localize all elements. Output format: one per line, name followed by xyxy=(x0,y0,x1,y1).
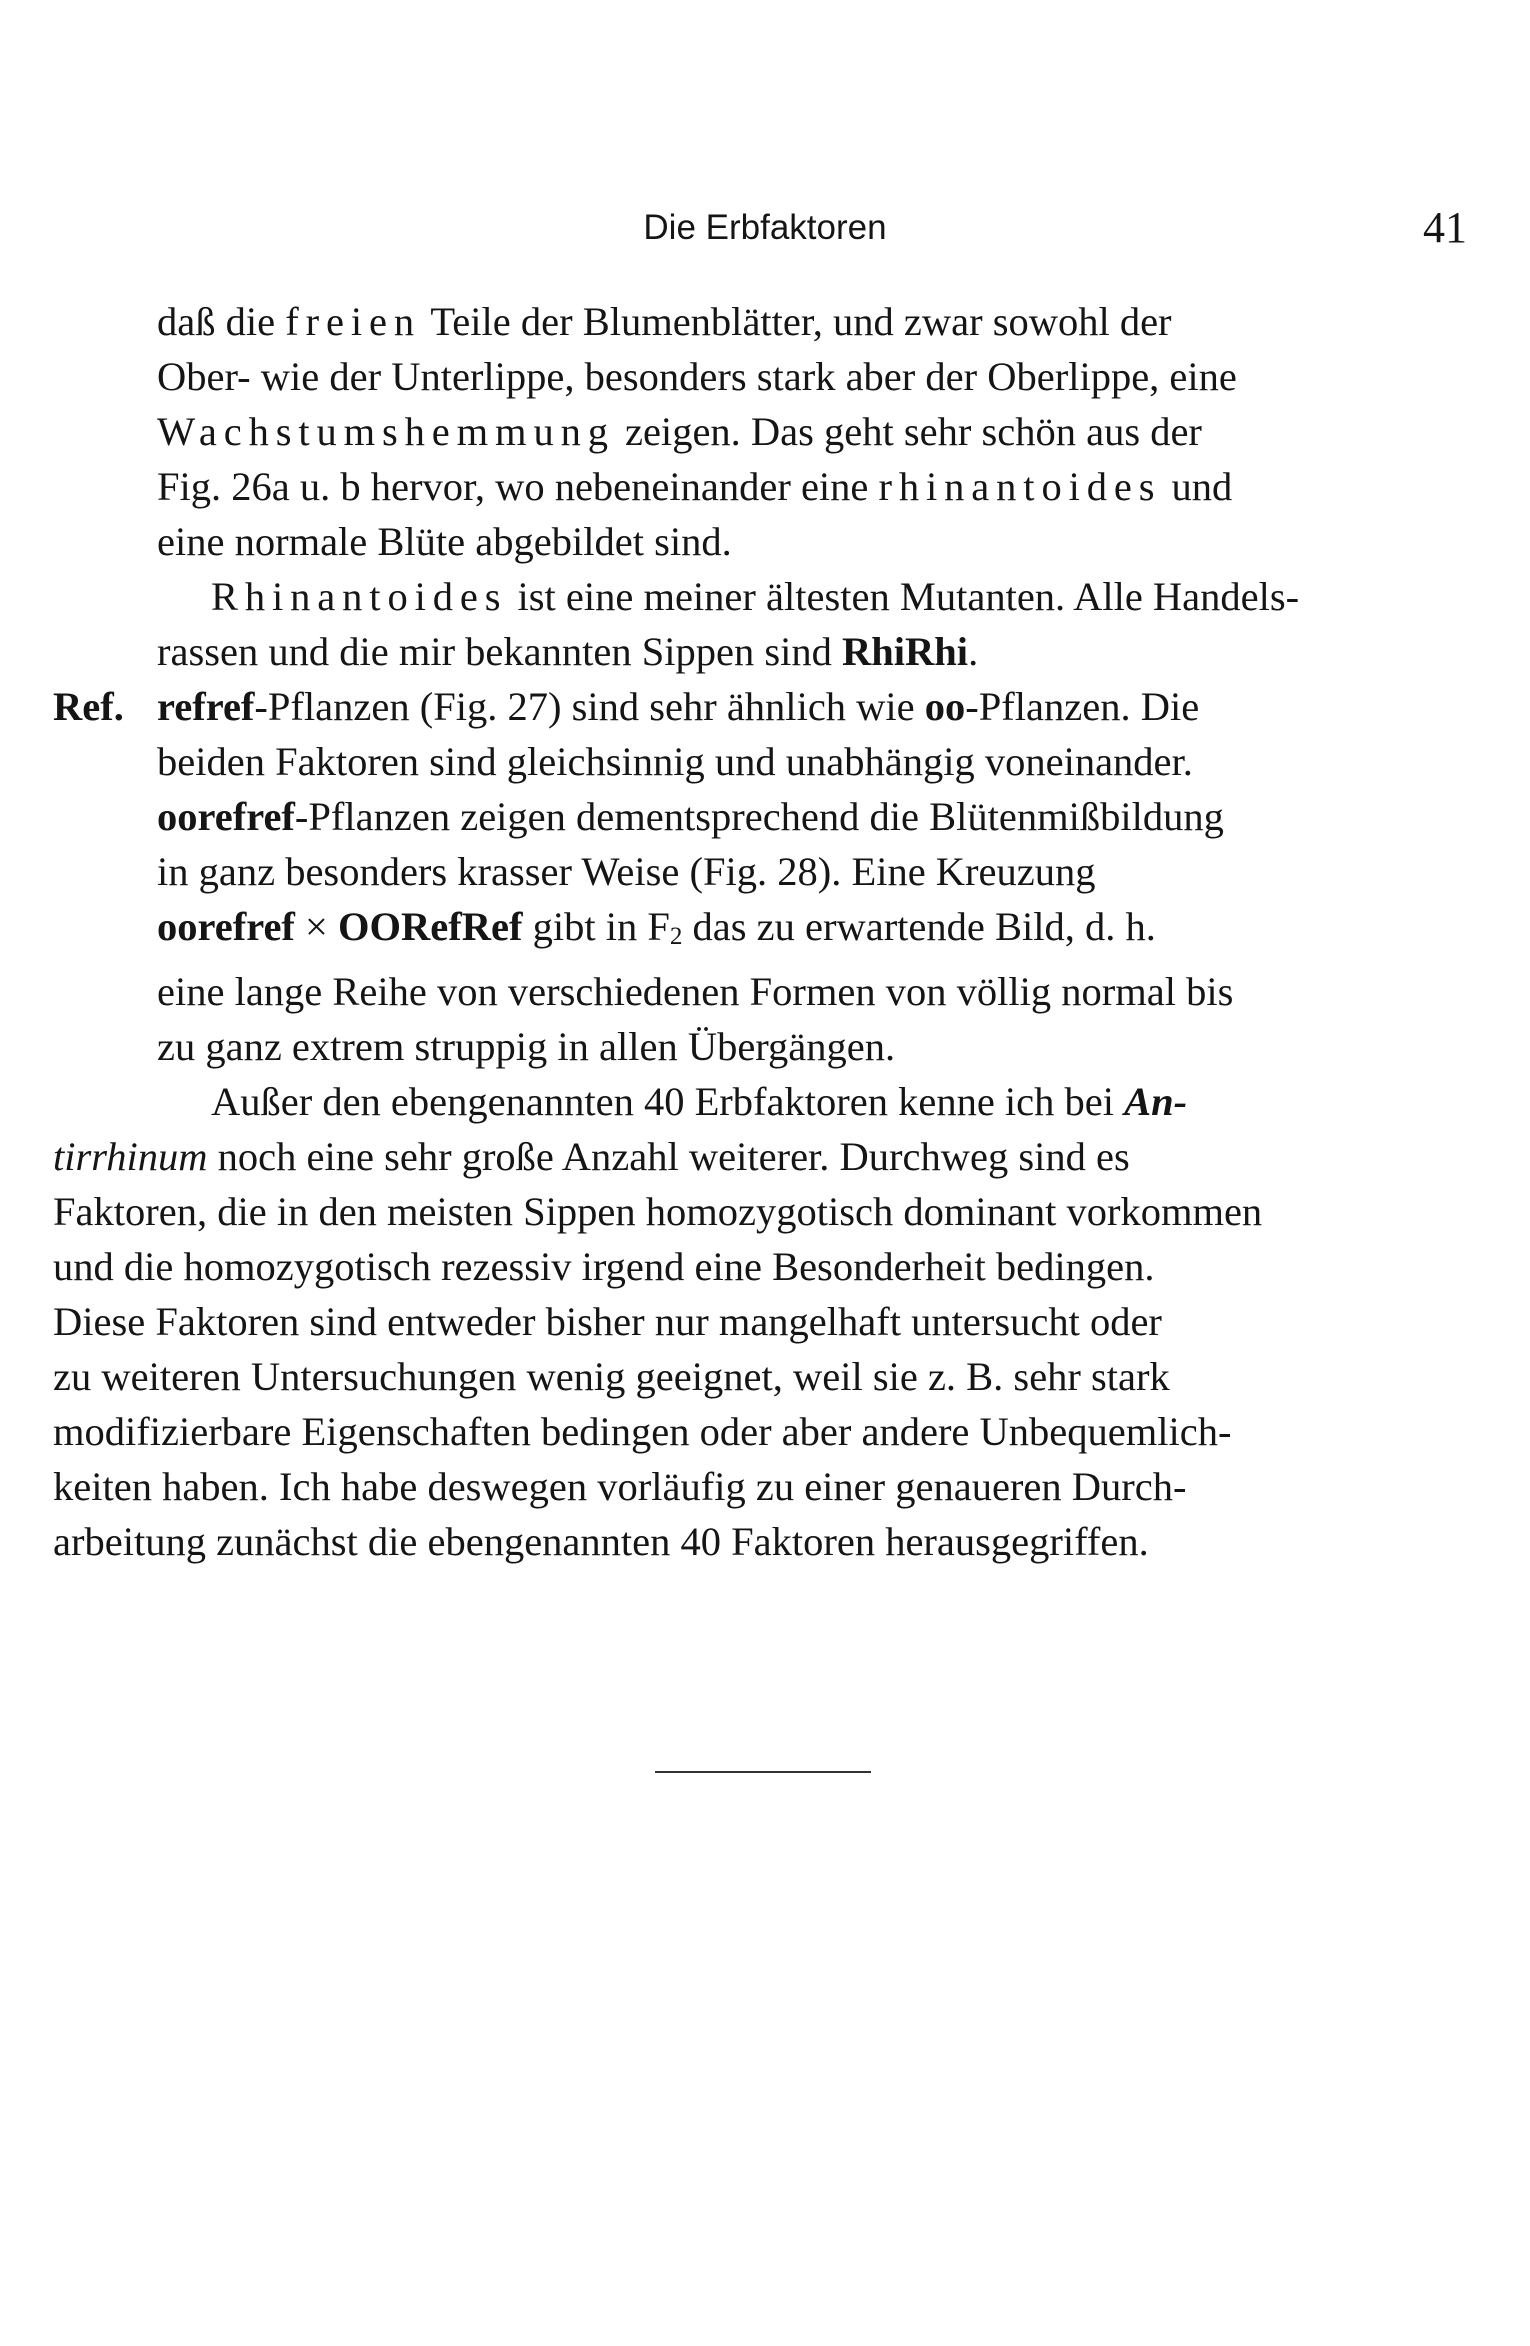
text-line: eine normale Blüte abgebildet sind. xyxy=(157,519,732,564)
text-line: eine lange Reihe von verschiedenen Formen von völlig normal bis xyxy=(157,968,1234,1014)
text-line: und die homozygotisch rezessiv irgend eine Besonderheit bedingen. xyxy=(53,1243,1155,1289)
page-number: 41 xyxy=(1423,203,1467,252)
text-line: Ober- wie der Unterlippe, besonders stark aber der Oberlippe, eine xyxy=(157,354,1237,399)
text-line: Faktoren, die in den meisten Sippen homozygotisch dominant vorkommen xyxy=(53,1188,1263,1234)
paragraph-3 xyxy=(53,679,1474,1074)
text-line: oorefref-Pflanzen zeigen dementsprechend die Blütenmißbildung xyxy=(157,794,1224,839)
page-header xyxy=(0,203,1530,268)
paragraph-1 xyxy=(157,294,1474,569)
text-line: zu weiteren Untersuchungen wenig geeignet, weil sie z. B. sehr stark xyxy=(53,1353,1170,1399)
text-line: Rhinantoides ist eine meiner ältesten Mutanten. Alle Handels- xyxy=(211,574,1300,619)
paragraph-2 xyxy=(157,569,1474,679)
running-title: Die Erbfaktoren xyxy=(643,208,887,247)
text-line: modifizierbare Eigenschaften bedingen oder aber andere Unbequemlich- xyxy=(53,1408,1232,1454)
margin-note: Ref. xyxy=(53,684,124,729)
text-line: Diese Faktoren sind entweder bisher nur mangelhaft untersucht oder xyxy=(53,1298,1162,1344)
text-line: Außer den ebengenannten 40 Erbfaktoren kenne ich bei An- xyxy=(211,1078,1188,1124)
section-end-rule xyxy=(655,1771,871,1773)
text-line: tirrhinum noch eine sehr große Anzahl weiterer. Durchweg sind es xyxy=(53,1133,1130,1179)
text-line: Ref. refref-Pflanzen (Fig. 27) sind sehr ähnlich wie oo-Pflanzen. Die xyxy=(53,679,1474,734)
text-line: in ganz besonders krasser Weise (Fig. 28). Eine Kreuzung xyxy=(157,849,1096,894)
text-line: beiden Faktoren sind gleichsinnig und unabhängig voneinander. xyxy=(157,739,1193,784)
text-line: keiten haben. Ich habe deswegen vorläufig zu einer genaueren Durch- xyxy=(53,1463,1187,1509)
text-line: arbeitung zunächst die ebengenannten 40 Faktoren herausgegriffen. xyxy=(53,1518,1149,1564)
body-text xyxy=(53,294,1474,1569)
text-line: oorefref × OORefRef gibt in F2 das zu erwartende Bild, d. h. xyxy=(157,904,1156,950)
text-line: daß die freien Teile der Blumenblätter, und zwar sowohl der xyxy=(157,299,1172,344)
paragraph-4 xyxy=(53,1074,1474,1569)
text-line: rassen und die mir bekannten Sippen sind RhiRhi. xyxy=(157,629,979,674)
text-line: Wachstumshemmung zeigen. Das geht sehr schön aus der xyxy=(157,409,1202,454)
text-line: zu ganz extrem struppig in allen Übergängen. xyxy=(157,1023,896,1069)
text-line: Fig. 26a u. b hervor, wo nebeneinander eine rhinantoides und xyxy=(157,464,1233,509)
